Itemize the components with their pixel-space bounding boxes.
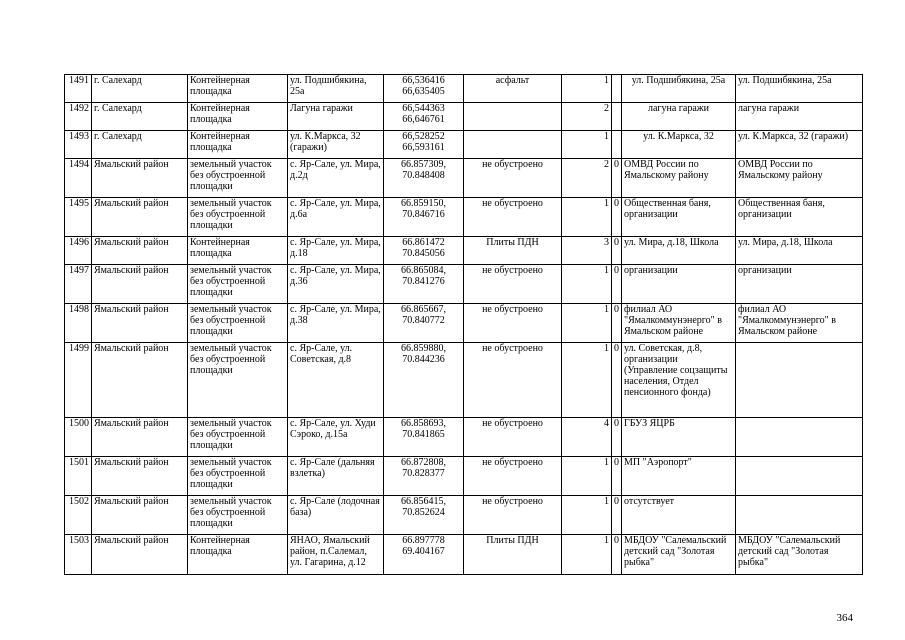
cell-waste-source: ОМВД России по Ямальскому району bbox=[622, 159, 736, 198]
cell-waste-source: филиал АО "Ямалкоммунэнерго" в Ямальском районе bbox=[622, 304, 736, 343]
cell-owner bbox=[736, 457, 863, 496]
cell-address: Лагуна гаражи bbox=[288, 103, 384, 131]
cell-coordinates: 66,536416 66,635405 bbox=[384, 75, 464, 103]
cell-container-count: 2 bbox=[562, 103, 612, 131]
cell-site-type: Контейнерная площадка bbox=[188, 131, 288, 159]
cell-district: Ямальский район bbox=[92, 457, 188, 496]
cell-waste-source: МП "Аэропорт" bbox=[622, 457, 736, 496]
cell-number: 1503 bbox=[65, 535, 92, 575]
cell-waste-source: лагуна гаражи bbox=[622, 103, 736, 131]
cell-waste-source: отсутствует bbox=[622, 496, 736, 535]
cell-coordinates: 66.872808, 70.828377 bbox=[384, 457, 464, 496]
cell-waste-source: организации bbox=[622, 265, 736, 304]
cell-site-type: Контейнерная площадка bbox=[188, 535, 288, 575]
cell-container-count: 1 bbox=[562, 304, 612, 343]
cell-container-count: 1 bbox=[562, 75, 612, 103]
cell-coordinates: 66,528252 66,593161 bbox=[384, 131, 464, 159]
cell-address: с. Яр-Сале, ул. Мира, д.36 bbox=[288, 265, 384, 304]
cell-surface bbox=[464, 103, 562, 131]
cell-address: с. Яр-Сале, ул. Худи Сэроко, д.15а bbox=[288, 418, 384, 457]
cell-number: 1491 bbox=[65, 75, 92, 103]
cell-surface: асфальт bbox=[464, 75, 562, 103]
cell-site-type: земельный участок без обустроенной площадки bbox=[188, 265, 288, 304]
cell-site-type: Контейнерная площадка bbox=[188, 103, 288, 131]
cell-volume: 0 bbox=[612, 496, 622, 535]
cell-volume bbox=[612, 103, 622, 131]
cell-surface: не обустроено bbox=[464, 159, 562, 198]
cell-owner: ул. Мира, д.18, Школа bbox=[736, 237, 863, 265]
cell-address: с. Яр-Сале, ул. Мира, д.6а bbox=[288, 198, 384, 237]
table-row bbox=[65, 535, 863, 575]
cell-coordinates: 66.857309, 70.848408 bbox=[384, 159, 464, 198]
cell-surface: не обустроено bbox=[464, 304, 562, 343]
cell-address: ул. Подшибякина, 25а bbox=[288, 75, 384, 103]
cell-address: с. Яр-Сале (дальняя взлетка) bbox=[288, 457, 384, 496]
cell-site-type: земельный участок без обустроенной площадки bbox=[188, 198, 288, 237]
cell-coordinates: 66.865084, 70.841276 bbox=[384, 265, 464, 304]
cell-surface: не обустроено bbox=[464, 496, 562, 535]
cell-site-type: земельный участок без обустроенной площадки bbox=[188, 343, 288, 418]
cell-site-type: земельный участок без обустроенной площадки bbox=[188, 159, 288, 198]
cell-waste-source: ул. К.Маркса, 32 bbox=[622, 131, 736, 159]
table-row bbox=[65, 418, 863, 457]
cell-volume: 0 bbox=[612, 304, 622, 343]
cell-district: г. Салехард bbox=[92, 75, 188, 103]
cell-waste-source: ул. Мира, д.18, Школа bbox=[622, 237, 736, 265]
cell-volume: 0 bbox=[612, 457, 622, 496]
cell-owner: филиал АО "Ямалкоммунэнерго" в Ямальском районе bbox=[736, 304, 863, 343]
cell-surface: Плиты ПДН bbox=[464, 237, 562, 265]
cell-district: Ямальский район bbox=[92, 304, 188, 343]
cell-container-count: 1 bbox=[562, 457, 612, 496]
cell-container-count: 1 bbox=[562, 131, 612, 159]
table-row bbox=[65, 496, 863, 535]
cell-surface: не обустроено bbox=[464, 418, 562, 457]
cell-surface: не обустроено bbox=[464, 343, 562, 418]
table-row bbox=[65, 237, 863, 265]
cell-address: с. Яр-Сале (лодочная база) bbox=[288, 496, 384, 535]
cell-volume bbox=[612, 75, 622, 103]
table-row bbox=[65, 198, 863, 237]
cell-number: 1496 bbox=[65, 237, 92, 265]
cell-waste-source: ГБУЗ ЯЦРБ bbox=[622, 418, 736, 457]
cell-volume: 0 bbox=[612, 535, 622, 575]
cell-container-count: 4 bbox=[562, 418, 612, 457]
cell-owner bbox=[736, 418, 863, 457]
cell-district: г. Салехард bbox=[92, 131, 188, 159]
cell-waste-source: МБДОУ "Салемальский детский сад "Золотая рыбка" bbox=[622, 535, 736, 575]
cell-volume: 0 bbox=[612, 418, 622, 457]
cell-address: с. Яр-Сале, ул. Советская, д.8 bbox=[288, 343, 384, 418]
table-row bbox=[65, 75, 863, 103]
table-row bbox=[65, 343, 863, 418]
cell-number: 1495 bbox=[65, 198, 92, 237]
cell-owner bbox=[736, 496, 863, 535]
cell-number: 1500 bbox=[65, 418, 92, 457]
cell-owner: МБДОУ "Салемальский детский сад "Золотая рыбка" bbox=[736, 535, 863, 575]
cell-number: 1502 bbox=[65, 496, 92, 535]
cell-district: Ямальский район bbox=[92, 535, 188, 575]
cell-container-count: 1 bbox=[562, 343, 612, 418]
cell-district: Ямальский район bbox=[92, 198, 188, 237]
cell-number: 1501 bbox=[65, 457, 92, 496]
cell-owner: ОМВД России по Ямальскому району bbox=[736, 159, 863, 198]
cell-site-type: земельный участок без обустроенной площадки bbox=[188, 496, 288, 535]
table-row bbox=[65, 103, 863, 131]
cell-site-type: Контейнерная площадка bbox=[188, 237, 288, 265]
cell-address: ЯНАО, Ямальский район, п.Салемал, ул. Гагарина, д.12 bbox=[288, 535, 384, 575]
table-body bbox=[65, 75, 863, 575]
table-row bbox=[65, 159, 863, 198]
cell-volume: 0 bbox=[612, 159, 622, 198]
cell-container-count: 1 bbox=[562, 496, 612, 535]
cell-coordinates: 66.858693, 70.841865 bbox=[384, 418, 464, 457]
cell-volume: 0 bbox=[612, 198, 622, 237]
cell-site-type: земельный участок без обустроенной площадки bbox=[188, 457, 288, 496]
cell-site-type: Контейнерная площадка bbox=[188, 75, 288, 103]
page-number: 364 bbox=[836, 612, 853, 624]
cell-coordinates: 66.856415, 70.852624 bbox=[384, 496, 464, 535]
cell-address: с. Яр-Сале, ул. Мира, д.2д bbox=[288, 159, 384, 198]
cell-container-count: 1 bbox=[562, 265, 612, 304]
cell-site-type: земельный участок без обустроенной площадки bbox=[188, 418, 288, 457]
cell-district: г. Салехард bbox=[92, 103, 188, 131]
cell-district: Ямальский район bbox=[92, 343, 188, 418]
cell-volume bbox=[612, 131, 622, 159]
cell-volume: 0 bbox=[612, 237, 622, 265]
cell-waste-source: ул. Подшибякина, 25а bbox=[622, 75, 736, 103]
cell-surface: Плиты ПДН bbox=[464, 535, 562, 575]
cell-number: 1499 bbox=[65, 343, 92, 418]
table-row bbox=[65, 131, 863, 159]
cell-address: ул. К.Маркса, 32 (гаражи) bbox=[288, 131, 384, 159]
cell-coordinates: 66.859150, 70.846716 bbox=[384, 198, 464, 237]
cell-coordinates: 66.897778 69.404167 bbox=[384, 535, 464, 575]
cell-district: Ямальский район bbox=[92, 237, 188, 265]
cell-volume: 0 bbox=[612, 343, 622, 418]
cell-district: Ямальский район bbox=[92, 418, 188, 457]
cell-coordinates: 66,544363 66,646761 bbox=[384, 103, 464, 131]
cell-number: 1492 bbox=[65, 103, 92, 131]
cell-owner: организации bbox=[736, 265, 863, 304]
cell-number: 1493 bbox=[65, 131, 92, 159]
cell-container-count: 3 bbox=[562, 237, 612, 265]
cell-owner: лагуна гаражи bbox=[736, 103, 863, 131]
table-row bbox=[65, 457, 863, 496]
cell-number: 1494 bbox=[65, 159, 92, 198]
cell-waste-source: ул. Советская, д.8, организации (Управление соцзащиты населения, Отдел пенсионного фонда) bbox=[622, 343, 736, 418]
cell-district: Ямальский район bbox=[92, 265, 188, 304]
cell-surface: не обустроено bbox=[464, 198, 562, 237]
table-row bbox=[65, 265, 863, 304]
cell-container-count: 1 bbox=[562, 198, 612, 237]
cell-district: Ямальский район bbox=[92, 159, 188, 198]
cell-coordinates: 66.861472 70.845056 bbox=[384, 237, 464, 265]
cell-coordinates: 66.859880, 70.844236 bbox=[384, 343, 464, 418]
cell-site-type: земельный участок без обустроенной площадки bbox=[188, 304, 288, 343]
cell-owner: ул. К.Маркса, 32 (гаражи) bbox=[736, 131, 863, 159]
table-row bbox=[65, 304, 863, 343]
cell-surface: не обустроено bbox=[464, 457, 562, 496]
cell-number: 1498 bbox=[65, 304, 92, 343]
cell-owner bbox=[736, 343, 863, 418]
waste-sites-table bbox=[64, 74, 863, 575]
cell-container-count: 2 bbox=[562, 159, 612, 198]
cell-owner: ул. Подшибякина, 25а bbox=[736, 75, 863, 103]
cell-container-count: 1 bbox=[562, 535, 612, 575]
cell-surface bbox=[464, 131, 562, 159]
cell-number: 1497 bbox=[65, 265, 92, 304]
cell-volume: 0 bbox=[612, 265, 622, 304]
cell-district: Ямальский район bbox=[92, 496, 188, 535]
cell-address: с. Яр-Сале, ул. Мира, д.18 bbox=[288, 237, 384, 265]
cell-owner: Общественная баня, организации bbox=[736, 198, 863, 237]
cell-waste-source: Общественная баня, организации bbox=[622, 198, 736, 237]
cell-address: с. Яр-Сале, ул. Мира, д.38 bbox=[288, 304, 384, 343]
cell-surface: не обустроено bbox=[464, 265, 562, 304]
cell-coordinates: 66.865667, 70.840772 bbox=[384, 304, 464, 343]
